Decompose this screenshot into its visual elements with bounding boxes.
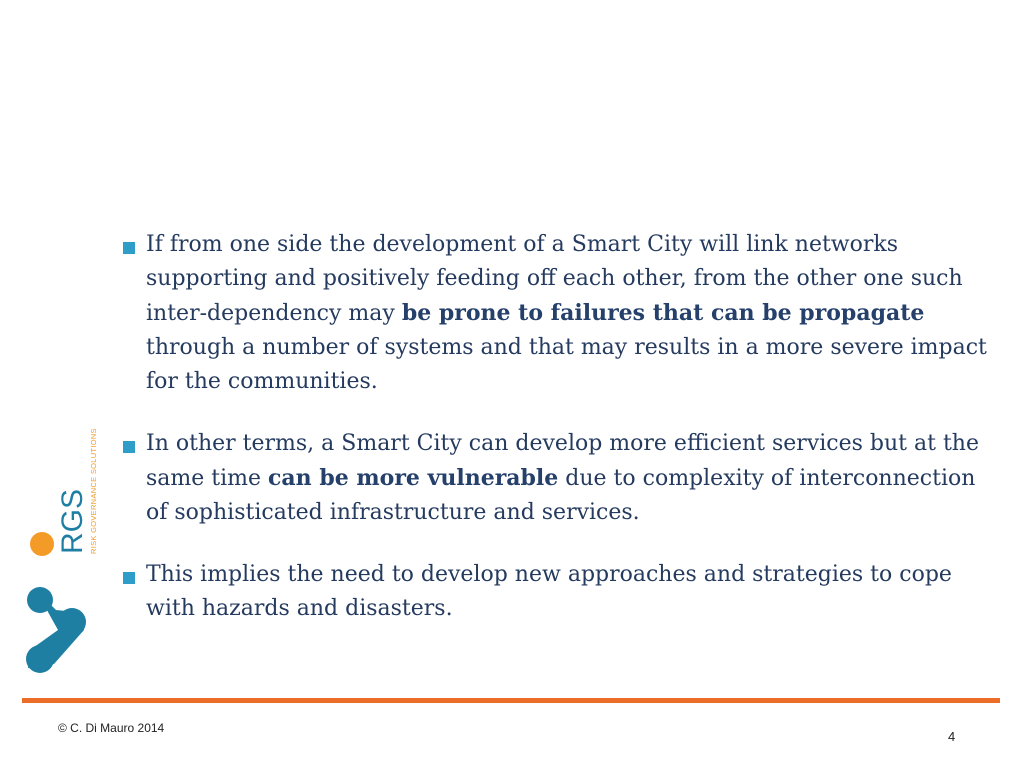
bullet-item [120, 228, 1000, 399]
rgs-logo [18, 372, 108, 677]
bullet-text: In other terms, a Smart City can develop more efficient services but at the same time [146, 431, 979, 491]
logo-shape [26, 587, 86, 673]
bullet-item [120, 427, 1000, 530]
bullet-list [120, 228, 1000, 654]
bullet-text: If from one side the development of a Smart City will link networks supporting and positively feeding off each other, from the other one such inter-dependency may [146, 232, 963, 326]
bullet-text: This implies the need to develop new approaches and strategies to cope with hazards and disasters. [146, 562, 952, 621]
bullet-text: due to complexity of interconnection of sophisticated infrastructure and services. [146, 466, 976, 525]
bullet-item [120, 558, 1000, 626]
logo-letters: RGS [56, 488, 89, 554]
square-bullet-icon [123, 572, 135, 584]
footer-divider [22, 698, 1000, 703]
logo-orange-dot [30, 532, 54, 556]
page-number: 4 [948, 729, 956, 744]
bullet-emphasis: be prone to failures that can be propagate [401, 300, 925, 326]
square-bullet-icon [123, 242, 135, 254]
square-bullet-icon [123, 441, 135, 453]
copyright-text: © C. Di Mauro 2014 [58, 721, 165, 735]
bullet-emphasis: can be more vulnerable [268, 465, 559, 491]
bullet-text: through a number of systems and that may results in a more severe impact for the communities. [146, 335, 987, 394]
logo-tagline: RISK GOVERNANCE SOLUTIONS [89, 428, 98, 554]
